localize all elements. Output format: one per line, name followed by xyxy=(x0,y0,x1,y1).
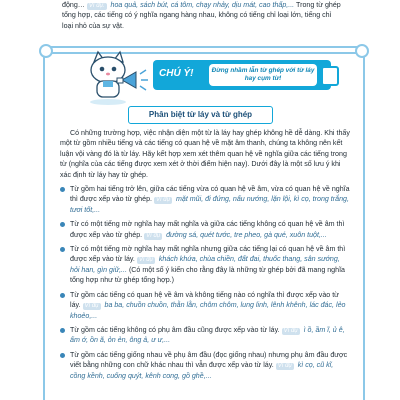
bullet-icon xyxy=(60,187,65,192)
callout-title: CHÚ Ý! xyxy=(159,68,194,79)
example-tag: Ví dụ xyxy=(155,197,170,204)
item-text: Từ có một tiếng mờ nghĩa hay mất nghĩa và giữa các tiếng không có quan hệ về âm thì được xếp vào từ ghép. xyxy=(70,220,345,239)
bullet-icon xyxy=(60,222,65,227)
section-title: Phân biệt từ láy và từ ghép xyxy=(128,106,273,124)
item-text: Từ gồm các tiếng có quan hệ về âm và không tiếng nào có nghĩa thì được xếp vào từ láy. xyxy=(70,290,339,310)
item-examples: ì ồ, ầm ĩ, ủ ê, ấm ớ, ồn ã, ỏn ẻn, ông ả, ư ư,... xyxy=(70,325,345,345)
book-icon xyxy=(321,66,339,86)
item-examples: ba ba, chuồn chuồn, thằn lằn, chôm chôm, lung linh, lênh khênh, lác đác, lẻo khoẻo,... xyxy=(70,301,346,320)
example-tag: Ví dụ: xyxy=(88,3,105,9)
top-text-end: Trong từ ghép tổng hợp, các tiếng có ý nghĩa ngang hàng nhau, không có tiếng chỉ loại lớn, tiếng chỉ loại nhỏ của sự vật. xyxy=(62,1,341,30)
callout-text: Đừng nhầm lẫn từ ghép với từ láy hay cụm từ! xyxy=(209,64,317,86)
item-text: Từ gồm hai tiếng trở lên, giữa các tiếng vừa có quan hệ về âm, vừa có quan hệ về nghĩa thì được xếp vào từ ghép. xyxy=(70,185,350,204)
bullet-icon xyxy=(60,247,65,252)
item-examples: đường sá, quét tước, tre pheo, gà qué, xuôn tuột,... xyxy=(166,230,327,239)
item-text: Từ gồm các tiếng giống nhau về phụ âm đầu (đọc giống nhau) nhưng phụ âm đầu được viết bằng những con chữ khác nhau thì vẫn được xếp vào từ láy. xyxy=(70,350,348,370)
item-examples: mặt mũi, đi đứng, nấu nướng, lặn lội, kì cọ, trong trắng, tươi tốt,... xyxy=(70,195,349,214)
example-tag: Ví dụ xyxy=(84,303,99,310)
top-examples: hoa quả, sách bút, cá tôm, chạy nhảy, dịu mát, cao thấp,... xyxy=(110,1,295,9)
callout-box xyxy=(153,60,331,90)
bullet-icon xyxy=(60,328,65,333)
body-content xyxy=(60,128,350,385)
bullet-icon xyxy=(60,353,65,358)
pin-left-icon xyxy=(39,44,53,58)
item-text: Từ có một tiếng mờ nghĩa hay mất nghĩa nhưng giữa các tiếng lại có quan hệ về âm thì được xếp vào từ láy. xyxy=(70,245,346,264)
bullet-icon xyxy=(60,293,65,298)
example-tag: Ví dụ xyxy=(146,232,161,239)
item-examples: kì cọ, cũ kĩ, cồng kềnh, cuống quýt, kênh cong, gồ ghề,... xyxy=(70,361,334,380)
list-item xyxy=(60,184,350,215)
pin-right-icon xyxy=(355,44,369,58)
example-tag: Ví dụ xyxy=(138,257,153,264)
item-note: (Có một số ý kiến cho rằng đây là những từ ghép bởi đã mang nghĩa tổng hợp như từ ghép tổng hợp.) xyxy=(70,265,345,285)
list-item xyxy=(60,219,350,240)
intro-paragraph: Có những trường hợp, việc nhận diện một từ là láy hay ghép không hề dễ dàng. Khi thấy một từ gồm nhiều tiếng và các tiếng có quan hệ về mặt âm thanh, chúng ta không nên kết luận vội vàng đó là từ láy. Hãy kết hợp xem xét thêm quan hệ về nghĩa giữa các tiếng trong từ (nghĩa của các tiếng được xem xét ở thời điểm hiện nay). Dưới đây là một số lưu ý khi xác định từ láy hay từ ghép. xyxy=(60,129,350,179)
list-item xyxy=(60,290,350,321)
list-item xyxy=(60,350,350,381)
example-tag: Ví dụ xyxy=(277,363,292,370)
top-paragraph xyxy=(62,0,344,31)
list-item xyxy=(60,244,350,286)
top-text-start: động… xyxy=(62,1,85,9)
cat-mascot-icon xyxy=(84,50,150,106)
example-tag: Ví dụ xyxy=(283,327,298,334)
list-item xyxy=(60,325,350,346)
item-text: Từ gồm các tiếng không có phụ âm đầu cũng được xếp vào từ láy. xyxy=(70,325,280,334)
item-examples: khách khứa, chùa chiền, đất đai, thuốc thang, sân sướng, hỏi han, gìn giữ,... xyxy=(70,255,340,274)
